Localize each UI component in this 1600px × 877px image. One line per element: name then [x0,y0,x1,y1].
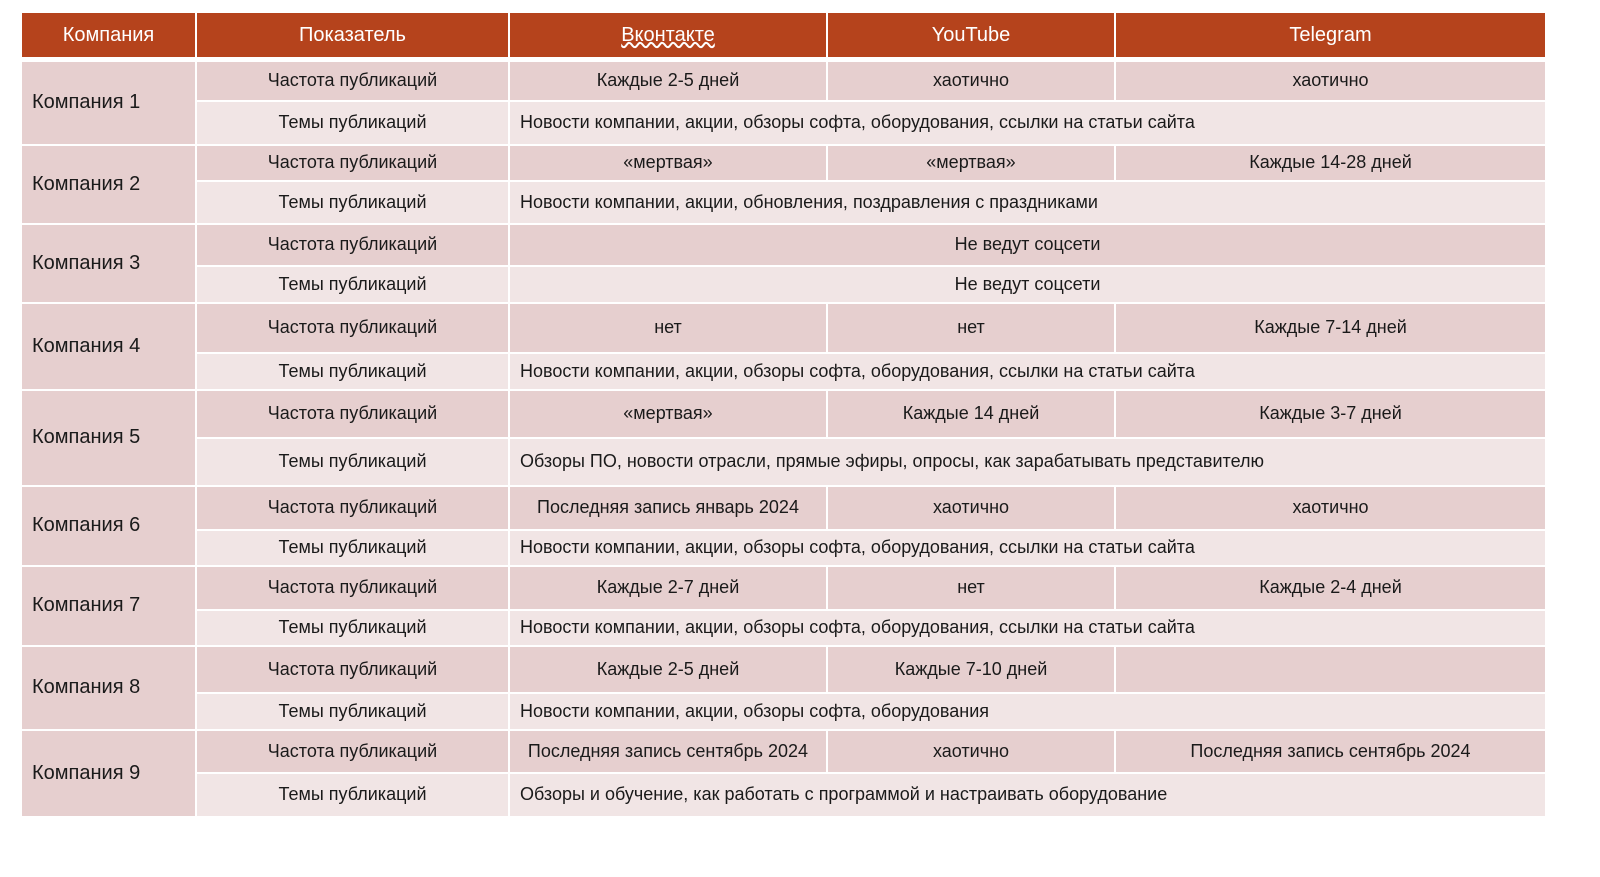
table-row [21,530,1546,566]
metric-label: Темы публикаций [196,438,509,486]
metric-label: Темы публикаций [196,101,509,145]
no-social-cell: Не ведут соцсети [509,266,1546,303]
company-name: Компания 4 [21,303,196,390]
youtube-cell: нет [827,303,1115,353]
company-name: Компания 8 [21,646,196,730]
telegram-cell: хаотично [1115,486,1546,530]
vk-cell: Каждые 2-5 дней [509,646,827,693]
metric-label: Темы публикаций [196,353,509,390]
telegram-cell: Последняя запись сентябрь 2024 [1115,730,1546,773]
youtube-cell: хаотично [827,60,1115,101]
topics-cell: Новости компании, акции, обновления, поздравления с праздниками [509,181,1546,224]
table-row [21,566,1546,610]
telegram-cell: хаотично [1115,60,1546,101]
company-name: Компания 2 [21,145,196,224]
metric-label: Частота публикаций [196,60,509,101]
table-row [21,646,1546,693]
metric-label: Частота публикаций [196,390,509,438]
metric-label: Темы публикаций [196,773,509,817]
header-vk-label: Вконтакте [621,23,715,46]
telegram-cell: Каждые 7-14 дней [1115,303,1546,353]
table-row [21,266,1546,303]
metric-label: Темы публикаций [196,181,509,224]
vk-cell: «мертвая» [509,390,827,438]
topics-cell: Обзоры и обучение, как работать с программой и настраивать оборудование [509,773,1546,817]
metric-label: Темы публикаций [196,693,509,730]
metric-label: Частота публикаций [196,486,509,530]
table-row [21,773,1546,817]
youtube-cell: хаотично [827,486,1115,530]
metric-label: Темы публикаций [196,530,509,566]
metric-label: Частота публикаций [196,730,509,773]
topics-cell: Новости компании, акции, обзоры софта, оборудования, ссылки на статьи сайта [509,101,1546,145]
table-row [21,438,1546,486]
table-row [21,353,1546,390]
table-row [21,693,1546,730]
telegram-cell: Каждые 2-4 дней [1115,566,1546,610]
no-social-cell: Не ведут соцсети [509,224,1546,266]
vk-cell: «мертвая» [509,145,827,181]
youtube-cell: Каждые 14 дней [827,390,1115,438]
youtube-cell: нет [827,566,1115,610]
company-name: Компания 5 [21,390,196,486]
company-name: Компания 9 [21,730,196,817]
comparison-table [20,11,1545,818]
table-row [21,303,1546,353]
metric-label: Частота публикаций [196,303,509,353]
company-name: Компания 6 [21,486,196,566]
youtube-cell: «мертвая» [827,145,1115,181]
company-name: Компания 1 [21,60,196,145]
table-row [21,145,1546,181]
table-row [21,610,1546,646]
table-row [21,181,1546,224]
company-name: Компания 3 [21,224,196,303]
company-name: Компания 7 [21,566,196,646]
vk-cell: Последняя запись сентябрь 2024 [509,730,827,773]
table-row [21,390,1546,438]
header-vk [509,12,827,60]
vk-cell: нет [509,303,827,353]
metric-label: Частота публикаций [196,566,509,610]
topics-cell: Новости компании, акции, обзоры софта, оборудования, ссылки на статьи сайта [509,353,1546,390]
vk-cell: Каждые 2-7 дней [509,566,827,610]
metric-label: Темы публикаций [196,266,509,303]
telegram-cell: Каждые 3-7 дней [1115,390,1546,438]
metric-label: Темы публикаций [196,610,509,646]
topics-cell: Новости компании, акции, обзоры софта, оборудования, ссылки на статьи сайта [509,610,1546,646]
table-row [21,730,1546,773]
vk-cell: Каждые 2-5 дней [509,60,827,101]
metric-label: Частота публикаций [196,145,509,181]
header-youtube: YouTube [827,12,1115,60]
table-row [21,486,1546,530]
metric-label: Частота публикаций [196,646,509,693]
metric-label: Частота публикаций [196,224,509,266]
table-row [21,224,1546,266]
topics-cell: Новости компании, акции, обзоры софта, оборудования [509,693,1546,730]
youtube-cell: хаотично [827,730,1115,773]
header-metric: Показатель [196,12,509,60]
topics-cell: Новости компании, акции, обзоры софта, оборудования, ссылки на статьи сайта [509,530,1546,566]
table-row [21,101,1546,145]
header-row [21,12,1546,60]
telegram-cell [1115,646,1546,693]
topics-cell: Обзоры ПО, новости отрасли, прямые эфиры, опросы, как зарабатывать представителю [509,438,1546,486]
table-row [21,60,1546,101]
youtube-cell: Каждые 7-10 дней [827,646,1115,693]
telegram-cell: Каждые 14-28 дней [1115,145,1546,181]
social-media-table [20,11,1547,818]
vk-cell: Последняя запись январь 2024 [509,486,827,530]
header-telegram: Telegram [1115,12,1546,60]
header-company: Компания [21,12,196,60]
